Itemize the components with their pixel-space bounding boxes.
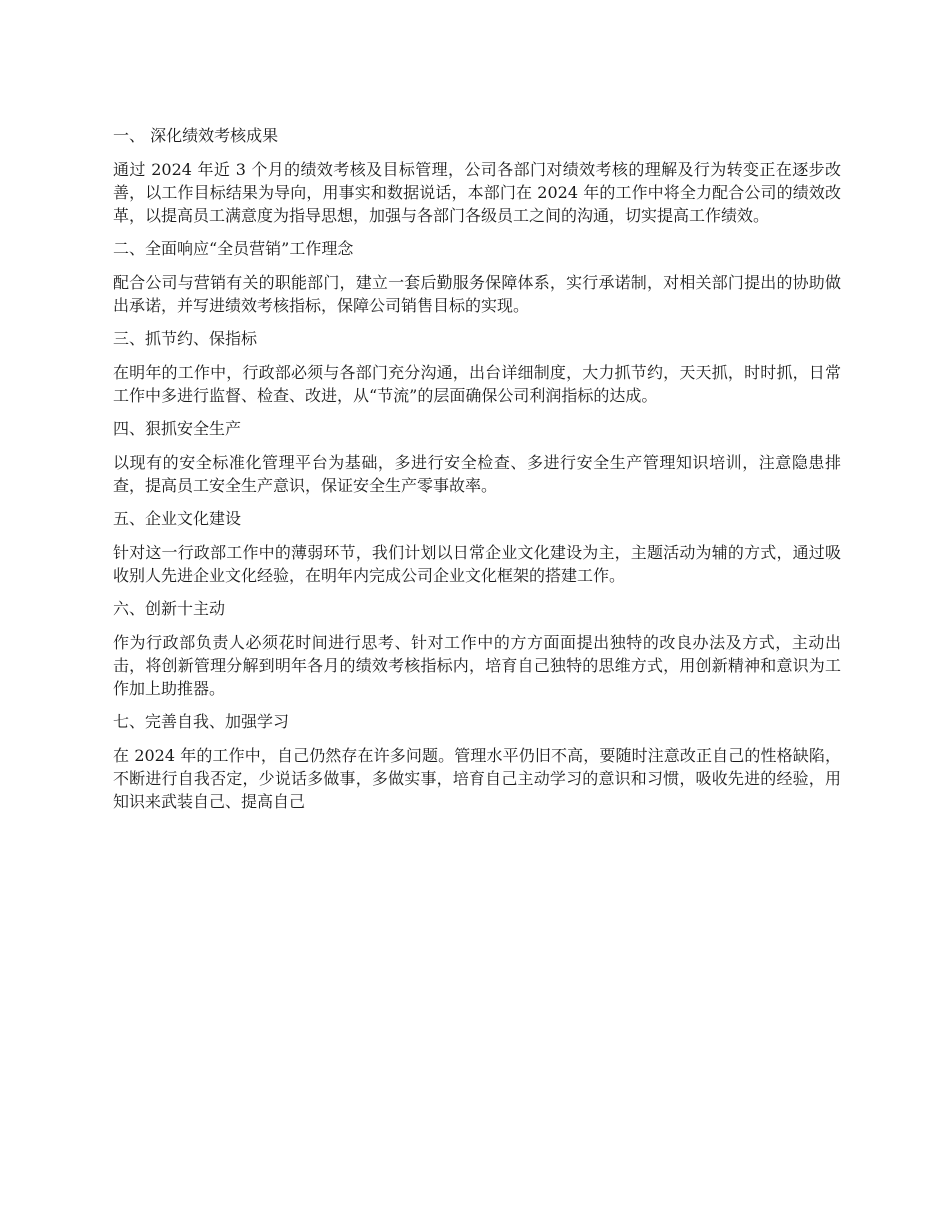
document-page xyxy=(113,124,841,823)
section-heading-3: 三、抓节约、保指标 xyxy=(113,329,258,348)
section-heading-1: 一、 深化绩效考核成果 xyxy=(113,126,279,145)
section-heading-7: 七、完善自我、加强学习 xyxy=(113,712,290,731)
section-body-6: 作为行政部负责人必须花时间进行思考、针对工作中的方方面面提出独特的改良办法及方式，主动出击，将创新管理分解到明年各月的绩效考核指标内，培育自己独特的思维方式，用创新精神和意识为工作加上助推器。 xyxy=(113,633,841,698)
section-heading-4: 四、狠抓安全生产 xyxy=(113,419,242,438)
section-heading-6: 六、创新十主动 xyxy=(113,599,226,618)
section-body-2: 配合公司与营销有关的职能部门，建立一套后勤服务保障体系，实行承诺制，对相关部门提出的协助做出承诺，并写进绩效考核指标，保障公司销售目标的实现。 xyxy=(113,273,841,315)
section-heading-5: 五、企业文化建设 xyxy=(113,509,242,528)
section-heading-2: 二、全面响应“全员营销”工作理念 xyxy=(113,239,354,258)
section-body-4: 以现有的安全标准化管理平台为基础，多进行安全检查、多进行安全生产管理知识培训，注意隐患排查，提高员工安全生产意识，保证安全生产零事故率。 xyxy=(113,453,841,495)
section-body-7: 在 2024 年的工作中，自己仍然存在许多问题。管理水平仍旧不高，要随时注意改正自己的性格缺陷，不断进行自我否定，少说话多做事，多做实事，培育自己主动学习的意识和习惯，吸收先进的经验，用知识来武装自己、提高自己 xyxy=(113,746,841,811)
section-body-1: 通过 2024 年近 3 个月的绩效考核及目标管理，公司各部门对绩效考核的理解及行为转变正在逐步改善，以工作目标结果为导向，用事实和数据说话，本部门在 2024 年的工作中将全力配合公司的绩效改革，以提高员工满意度为指导思想，加强与各部门各级员工之间的沟通，切实提高工作绩效。 xyxy=(113,160,841,225)
section-body-5: 针对这一行政部工作中的薄弱环节，我们计划以日常企业文化建设为主，主题活动为辅的方式，通过吸收别人先进企业文化经验，在明年内完成公司企业文化框架的搭建工作。 xyxy=(113,543,841,585)
section-body-3: 在明年的工作中，行政部必须与各部门充分沟通，出台详细制度，大力抓节约，天天抓，时时抓，日常工作中多进行监督、检查、改进，从“节流”的层面确保公司利润指标的达成。 xyxy=(113,363,841,405)
